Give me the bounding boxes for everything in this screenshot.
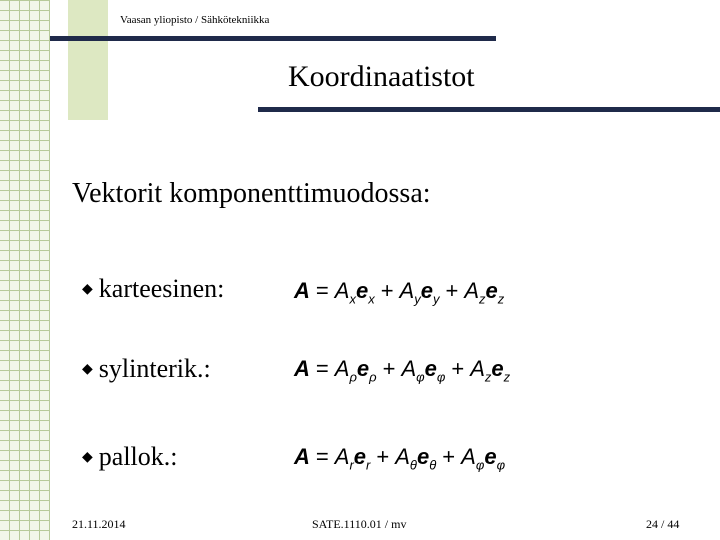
header-rule-top	[50, 36, 496, 41]
institution-label: Vaasan yliopisto / Sähkötekniikka	[120, 14, 270, 26]
item-label: pallok.:	[98, 442, 178, 471]
header-rule-bottom	[258, 107, 720, 112]
slide-title: Koordinaatistot	[288, 60, 475, 93]
footer-date: 21.11.2014	[72, 517, 126, 531]
list-item	[82, 442, 178, 472]
item-label: sylinterik.:	[98, 354, 211, 383]
diamond-bullet-icon: ◆	[82, 282, 93, 297]
list-item	[82, 354, 211, 384]
diamond-bullet-icon: ◆	[82, 450, 93, 465]
footer-course: SATE.1110.01 / mv	[312, 517, 407, 531]
striped-side-decoration	[0, 0, 50, 540]
equation-cartesian: $A = A_xe_x + A_ye_y + A_ze_z$	[294, 278, 505, 307]
list-item	[82, 274, 224, 304]
page-number: 24 / 44	[646, 517, 680, 531]
slide-subtitle: Vektorit komponenttimuodossa:	[72, 178, 431, 209]
equation-cylindrical: $A = A_\rho e_\rho + A_\varphi e_\varphi + A_ze_z$	[294, 356, 511, 385]
equation-spherical: $A = A_re_r + A_\theta e_\theta + A_\varphi e_\varphi$	[294, 444, 506, 473]
green-bar-decoration	[68, 0, 108, 120]
diamond-bullet-icon: ◆	[82, 362, 93, 377]
item-label: karteesinen:	[98, 274, 225, 303]
